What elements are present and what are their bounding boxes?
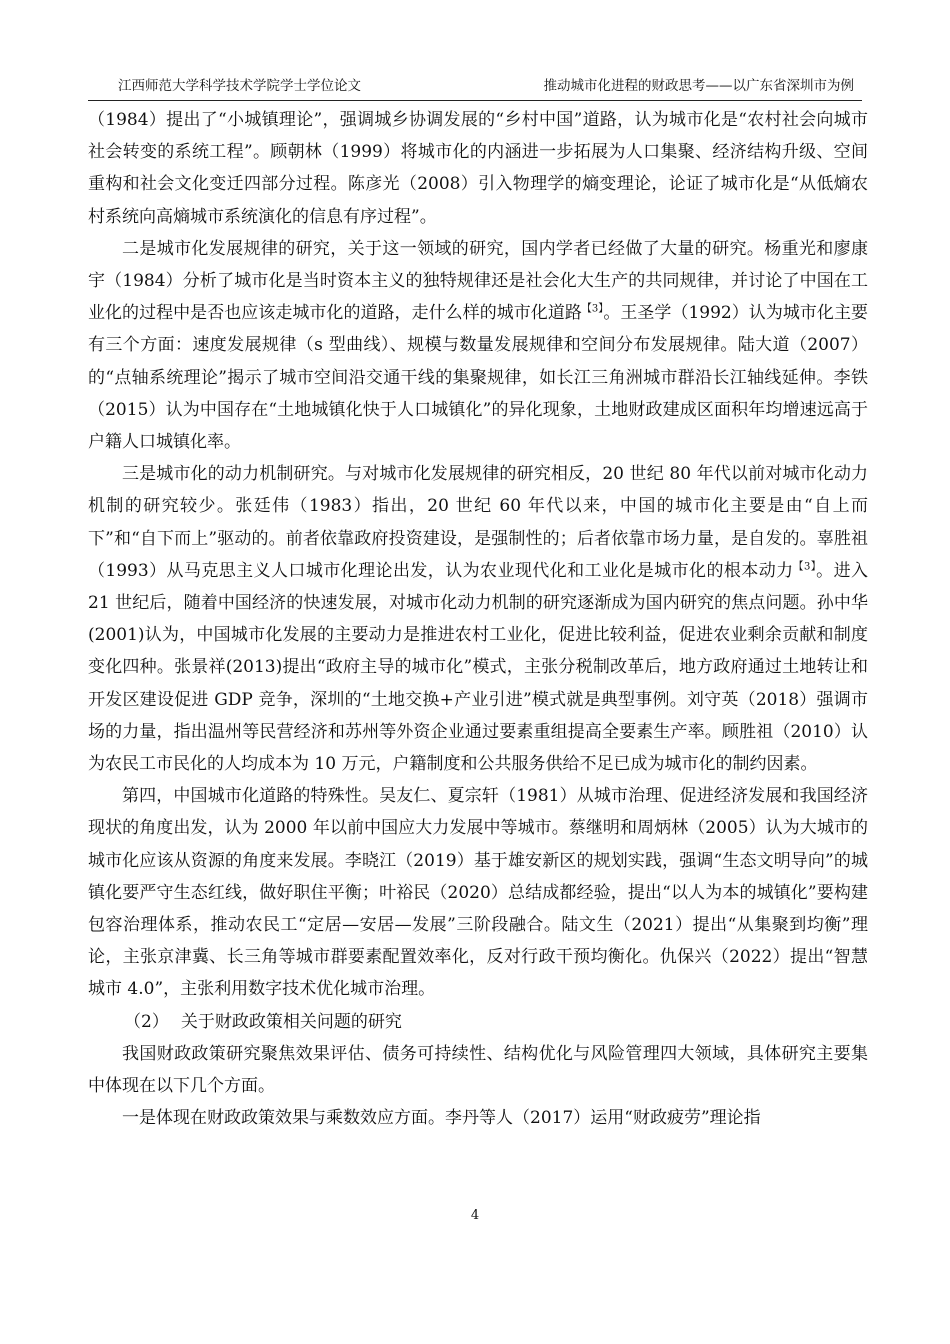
header-chapter-title: 推动城市化进程的财政思考——以广东省深圳市为例	[543, 78, 854, 94]
citation-ref: 【3】	[581, 303, 604, 315]
page-header	[88, 76, 862, 101]
subheading-number: （2）	[124, 1011, 169, 1032]
paragraph-urbanization-laws	[88, 233, 868, 458]
paragraph-urbanization-dynamics	[88, 458, 868, 780]
subheading-title: 关于财政政策相关问题的研究	[180, 1011, 402, 1032]
paragraph-text: 三是城市化的动力机制研究。与对城市化发展规律的研究相反，20 世纪 80 年代以前对城市化动力机制的研究较少。张廷伟（1983）指出，20 世纪 60 年代以来，中国的城市化主要是由“自上而下”和“自下而上”驱动的。前者依靠政府投资建设，是强制性的；后者依靠市场力量，是自发的。辜胜祖（1993）从马克思主义人口城市化理论出发，认为农业现代化和工业化是城市化的根本动力	[88, 464, 868, 581]
paragraph-urbanization-path: 第四，中国城市化道路的特殊性。吴友仁、夏宗轩（1981）从城市治理、促进经济发展和我国经济现状的角度出发，认为 2000 年以前中国应大力发展中等城市。蔡继明和周炳林（2005）认为大城市的城市化应该从资源的角度来发展。李晓江（2019）基于雄安新区的规划实践，强调“生态文明导向”的城镇化要严守生态红线，做好职住平衡；叶裕民（2020）总结成都经验，提出“以人为本的城镇化”要构建包容治理体系，推动农民工“定居—安居—发展”三阶段融合。陆文生（2021）提出“从集聚到均衡”理论，主张京津冀、长三角等城市群要素配置效率化，反对行政干预均衡化。仇保兴（2022）提出“智慧城市 4.0”，主张利用数字技术优化城市治理。	[88, 786, 868, 1000]
section-subheading	[88, 1006, 868, 1038]
citation-ref: 【3】	[793, 561, 817, 573]
body-text	[88, 104, 868, 1135]
paragraph-text: 。王圣学（1992）认为城市化主要有三个方面：速度发展规律（s 型曲线）、规模与数量发展规律和空间分布发展规律。陆大道（2007）的“点轴系统理论”揭示了城市空间沿交通干线的集聚规律，如长江三角洲城市群沿长江轴线延伸。李铁（2015）认为中国存在“土地城镇化快于人口城镇化”的异化现象，土地财政建成区面积年均增速远高于户籍人口城镇化率。	[88, 303, 868, 453]
paragraph-urbanization-definition: （1984）提出了“小城镇理论”，强调城乡协调发展的“乡村中国”道路，认为城市化是“农村社会向城市社会转变的系统工程”。顾朝林（1999）将城市化的内涵进一步拓展为人口集聚、经济结构升级、空间重构和社会文化变迁四部分过程。陈彦光（2008）引入物理学的熵变理论，论证了城市化是“从低熵农村系统向高熵城市系统演化的信息有序过程”。	[88, 110, 868, 227]
header-thesis-title: 江西师范大学科学技术学院学士学位论文	[118, 78, 361, 94]
paragraph-fiscal-overview: 我国财政政策研究聚焦效果评估、债务可持续性、结构优化与风险管理四大领域，具体研究主要集中体现在以下几个方面。	[88, 1043, 868, 1097]
page-number: 4	[470, 1208, 480, 1223]
paragraph-text: 二是城市化发展规律的研究，关于这一领域的研究，国内学者已经做了大量的研究。杨重光和廖康宇（1984）分析了城市化是当时资本主义的独特规律还是社会化大生产的共同规律，并讨论了中国在工业化的过程中是否也应该走城市化的道路，走什么样的城市化道路	[88, 238, 868, 324]
paragraph-fiscal-effects: 一是体现在财政政策效果与乘数效应方面。李丹等人（2017）运用“财政疲劳”理论指	[122, 1108, 761, 1129]
paragraph-text: 。进入 21 世纪后，随着中国经济的快速发展，对城市化动力机制的研究逐渐成为国内研究的焦点问题。孙中华(2001)认为，中国城市化发展的主要动力是推进农村工业化，促进比较利益，促进农业剩余贡献和制度变化四种。张景祥(2013)提出“政府主导的城市化”模式，主张分税制改革后，地方政府通过土地转让和开发区建设促进 GDP 竞争，深圳的“土地交换+产业引进”模式就是典型事例。刘守英（2018）强调市场的力量，指出温州等民营经济和苏州等外资企业通过要素重组提高全要素生产率。顾胜祖（2010）认为农民工市民化的人均成本为 10 万元，户籍制度和公共服务供给不足已成为城市化的制约因素。	[88, 560, 869, 775]
